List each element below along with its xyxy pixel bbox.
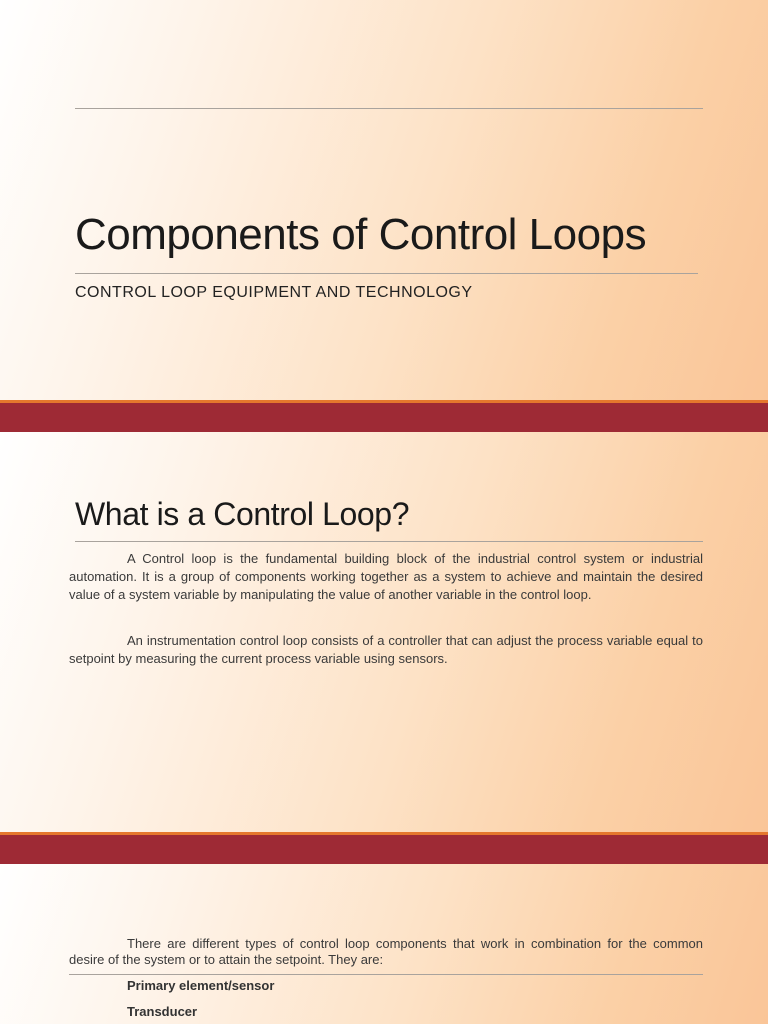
slide-subtitle: CONTROL LOOP EQUIPMENT AND TECHNOLOGY	[75, 284, 473, 301]
list-item: Transducer	[127, 1004, 198, 1019]
slide-definition	[0, 432, 768, 832]
top-divider	[75, 108, 703, 109]
heading-divider	[75, 541, 703, 542]
slide-components	[0, 864, 768, 1024]
content-divider	[69, 974, 703, 975]
slide-title-text: Components of Control Loops	[75, 210, 647, 259]
slide-separator-band	[0, 832, 768, 864]
slide-separator-band	[0, 400, 768, 432]
body-paragraph: A Control loop is the fundamental building block of the industrial control system or industrial automation. It is a group of components working together as a system to achieve and maintain the desired value of a system variable by manipulating the value of another variable in the control loop.	[69, 551, 703, 602]
slide-title	[0, 0, 768, 400]
slide-heading: What is a Control Loop?	[75, 496, 410, 532]
body-paragraph: There are different types of control loop components that work in combination for the common desire of the system or to attain the setpoint. They are:	[69, 936, 703, 967]
body-paragraph: An instrumentation control loop consists of a controller that can adjust the process variable equal to setpoint by measuring the current process variable using sensors.	[69, 633, 703, 666]
list-item: Primary element/sensor	[127, 978, 275, 993]
title-divider	[75, 273, 698, 274]
